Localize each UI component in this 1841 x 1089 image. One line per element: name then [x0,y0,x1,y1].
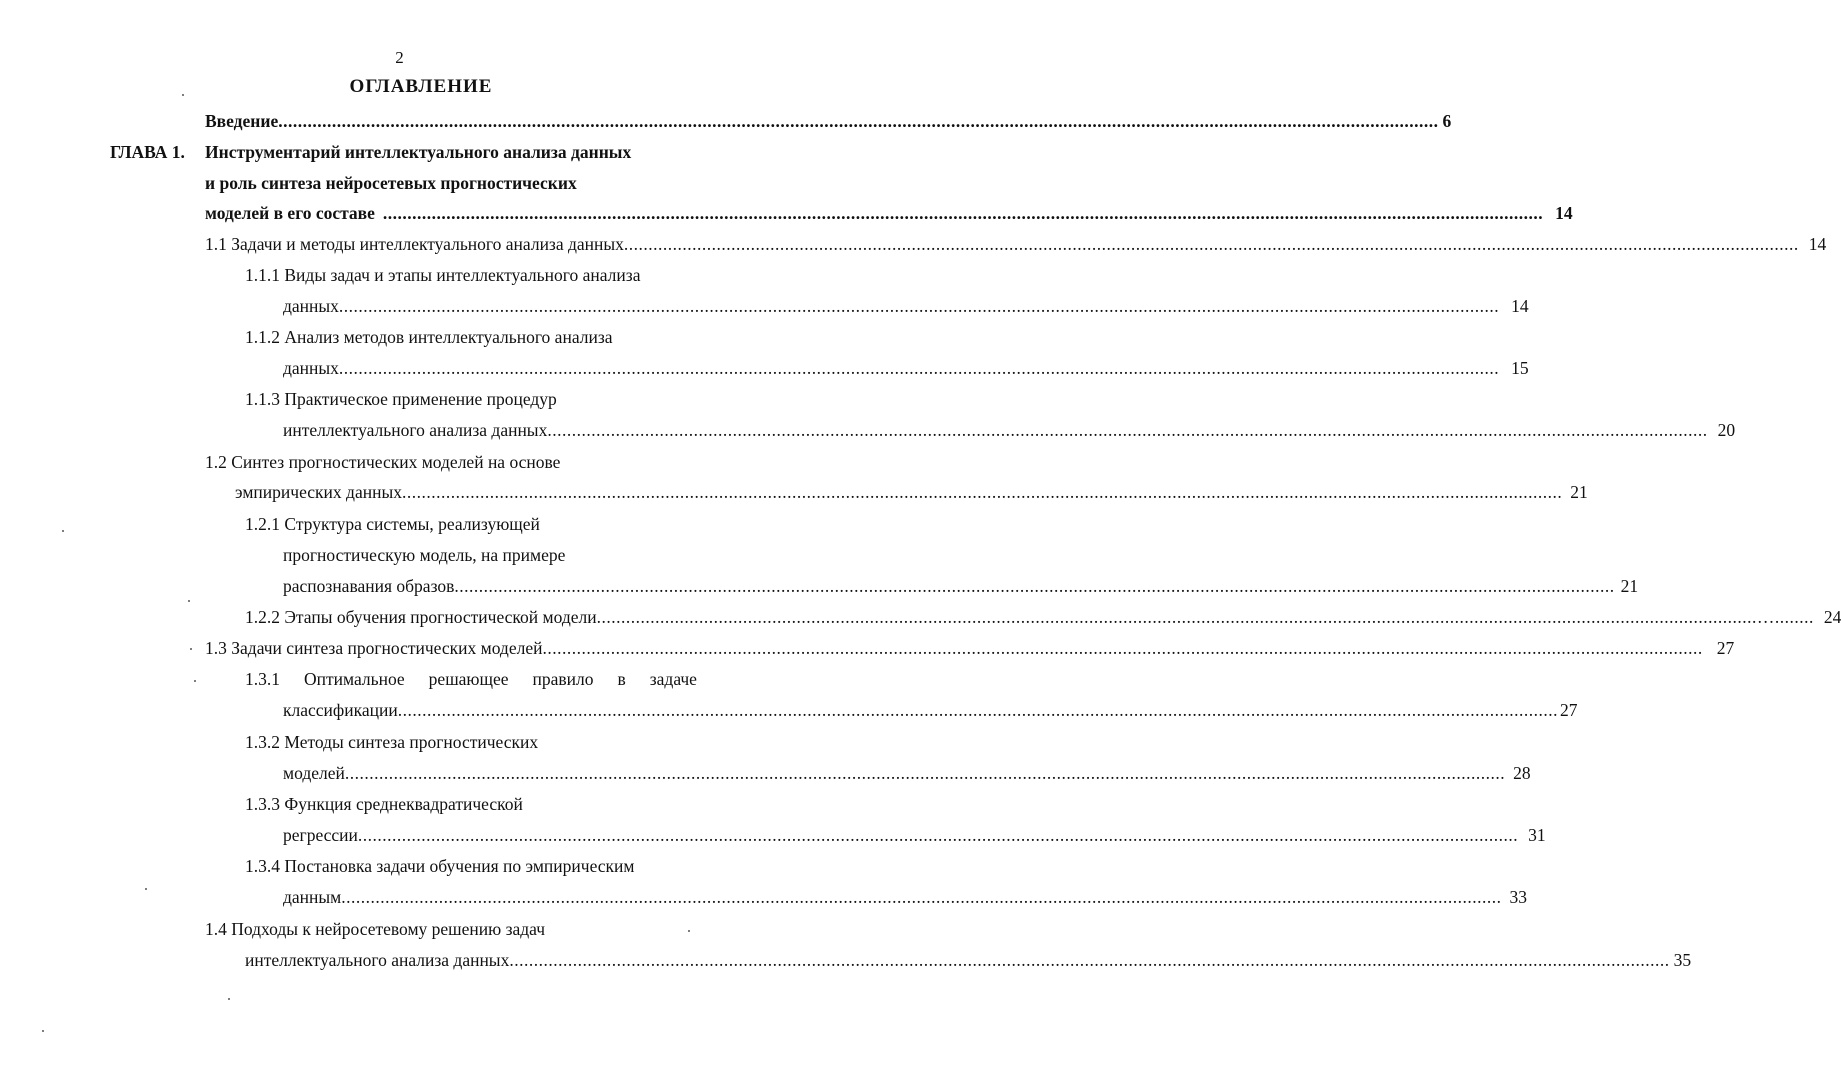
toc-page-number: 24 [1823,607,1841,627]
toc-page-number: 31 [1528,825,1546,845]
toc-entry-label: интеллектуального анализа данных [283,420,548,440]
scan-speck [228,998,230,1000]
toc-entry-1-2-1-line2[interactable]: прогностическую модель, на примере [283,545,566,565]
chapter1-title-line1[interactable]: Инструментарий интеллектуального анализа данных [205,142,632,162]
toc-entry-1-1-2[interactable] [283,357,1529,379]
toc-entry-1-1[interactable] [205,233,1827,255]
word: Оптимальное [303,669,405,689]
toc-entry-1-3-1[interactable] [283,699,1578,721]
toc-entry-label: данных [283,296,339,316]
toc-entry-1-3-2-line1[interactable]: 1.3.2 Методы синтеза прогностических [245,732,539,752]
word: решающее [428,669,509,689]
leader-dots [339,357,1499,379]
toc-page-number: 33 [1509,887,1527,907]
toc-page-number: 28 [1513,763,1531,783]
chapter-label: ГЛАВА 1. [110,142,185,162]
toc-title: ОГЛАВЛЕНИЕ [349,76,493,97]
scan-speck [145,888,147,890]
toc-page-number: 35 [1673,950,1692,970]
toc-entry-label: моделей в его составе [205,203,375,223]
toc-page-number: 15 [1511,358,1529,378]
leader-dots [358,824,1518,846]
toc-entry-1-3[interactable] [205,637,1735,659]
toc-page-number: 27 [1559,700,1578,720]
toc-entry-label: Введение [205,111,279,131]
page-number: 2 [395,48,404,67]
toc-entry-label: 1.1 Задачи и методы интеллектуального анализа данных [205,234,624,254]
toc-entry-1-3-1-line1[interactable] [245,668,697,690]
toc-entry-chapter1[interactable] [205,202,1573,224]
toc-entry-1-3-2[interactable] [283,762,1531,784]
toc-entry-1-1-3-line1[interactable]: 1.1.3 Практическое применение процедур [245,389,557,409]
toc-page-number: 21 [1570,482,1588,502]
toc-entry-1-3-3-line1[interactable]: 1.3.3 Функция среднеквадратической [245,794,523,814]
toc-entry-label: данным [283,887,342,907]
leader-dots: ..... …........ [597,606,1814,628]
toc-page-number: 14 [1808,234,1827,254]
toc-entry-label: 1.2.2 Этапы обучения прогностической модели [245,607,597,627]
toc-entry-1-2-2[interactable] [245,606,1841,628]
toc-entry-label: данных [283,358,339,378]
leader-dots [278,110,1438,132]
toc-entry-1-3-4[interactable] [283,886,1527,908]
toc-entry-label: регрессии [283,825,358,845]
toc-page-number: 14 [1511,296,1529,316]
scan-speck [188,600,190,602]
toc-entry-1-3-4-line1[interactable]: 1.3.4 Постановка задачи обучения по эмпирическим [245,856,635,876]
toc-page-number: 14 [1555,203,1573,223]
leader-dots [383,202,1543,224]
toc-entry-label: классификации [283,700,398,720]
toc-entry-1-2-1[interactable] [283,575,1639,597]
leader-dots [339,295,1499,317]
toc-entry-1-1-1-line1[interactable]: 1.1.1 Виды задач и этапы интеллектуального анализа [245,265,641,285]
toc-page-number: 6 [1442,111,1452,131]
scan-speck [42,1030,44,1032]
toc-entry-label: моделей [283,763,345,783]
scan-speck [182,94,184,96]
toc-entry-1-4[interactable] [245,949,1692,971]
word: задаче [649,669,697,689]
toc-entry-1-2-1-line1[interactable]: 1.2.1 Структура системы, реализующей [245,514,540,534]
chapter1-title-line2[interactable]: и роль синтеза нейросетевых прогностических [205,173,577,193]
leader-dots [345,762,1505,784]
toc-entry-label: распознавания образов [283,576,455,596]
toc-entry-intro[interactable] [205,110,1452,132]
word: 1.3.1 [245,669,280,689]
leader-dots: ..... ... [624,233,1799,255]
word: правило [532,669,594,689]
toc-entry-label: эмпирических данных [235,482,402,502]
toc-entry-1-1-2-line1[interactable]: 1.1.2 Анализ методов интеллектуального анализа [245,327,613,347]
scan-speck [190,648,192,650]
toc-entry-1-3-3[interactable] [283,824,1546,846]
leader-dots [454,575,1614,597]
word: в [617,669,626,689]
toc-entry-1-2-line1[interactable]: 1.2 Синтез прогностических моделей на основе [205,452,561,472]
toc-entry-1-1-1[interactable] [283,295,1529,317]
leader-dots [398,699,1558,721]
toc-entry-1-2[interactable] [235,481,1588,503]
toc-page-number: 27 [1716,638,1735,658]
leader-dots [509,949,1669,971]
scan-speck [688,930,690,932]
toc-page-number: 20 [1717,420,1736,440]
toc-page-number: 21 [1620,576,1639,596]
leader-dots [341,886,1501,908]
leader-dots [402,481,1562,503]
toc-entry-1-1-3[interactable] [283,419,1736,441]
toc-entry-1-4-line1[interactable]: 1.4 Подходы к нейросетевому решению задач [205,919,546,939]
leader-dots [547,419,1707,441]
toc-entry-label: 1.3 Задачи синтеза прогностических моделей [205,638,543,658]
leader-dots [542,637,1702,659]
toc-entry-label: интеллектуального анализа данных [245,950,510,970]
scan-speck [62,530,64,532]
scan-speck [194,680,196,682]
